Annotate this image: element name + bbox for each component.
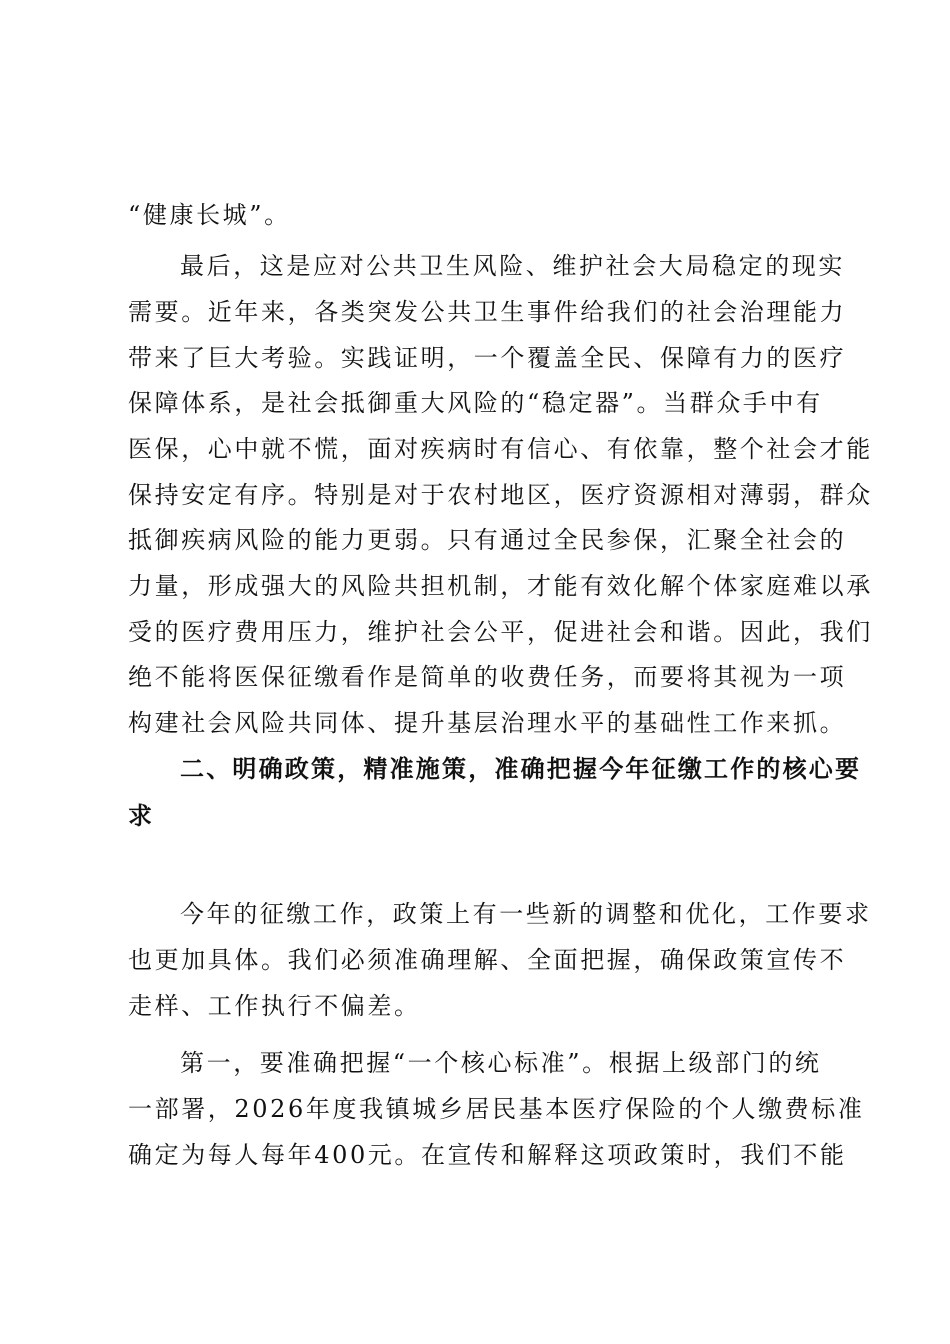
text-line: 走样、工作执行不偏差。 — [128, 992, 421, 1020]
text-line: 保持安定有序。特别是对于农村地区，医疗资源相对薄弱，群众 — [128, 481, 873, 509]
text-line: 受的医疗费用压力，维护社会公平，促进社会和谐。因此，我们 — [128, 618, 873, 646]
text-line: 需要。近年来，各类突发公共卫生事件给我们的社会治理能力 — [128, 298, 847, 326]
text-line: 一部署，2026年度我镇城乡居民基本医疗保险的个人缴费标准 — [128, 1095, 865, 1123]
section-heading-continued: 求 — [128, 801, 155, 830]
text-line: 构建社会风险共同体、提升基层治理水平的基础性工作来抓。 — [128, 709, 847, 737]
text-line: 带来了巨大考验。实践证明，一个覆盖全民、保障有力的医疗 — [128, 344, 847, 372]
text-line: 抵御疾病风险的能力更弱。只有通过全民参保，汇聚全社会的 — [128, 526, 847, 554]
paragraph-first-line: 第一，要准确把握“一个核心标准”。根据上级部门的统 — [180, 1049, 822, 1077]
text-line: 绝不能将医保征缴看作是简单的收费任务，而要将其视为一项 — [128, 663, 847, 691]
text-line: 也更加具体。我们必须准确理解、全面把握，确保政策宣传不 — [128, 946, 847, 974]
text-line: 确定为每人每年400元。在宣传和解释这项政策时，我们不能 — [128, 1141, 847, 1169]
paragraph-first-line: 最后，这是应对公共卫生风险、维护社会大局稳定的现实 — [180, 252, 845, 280]
text-line: 力量，形成强大的风险共担机制，才能有效化解个体家庭难以承 — [128, 572, 873, 600]
section-heading: 二、明确政策，精准施策，准确把握今年征缴工作的核心要 — [180, 754, 862, 783]
text-line: “健康长城”。 — [128, 201, 291, 229]
paragraph-first-line: 今年的征缴工作，政策上有一些新的调整和优化，工作要求 — [180, 900, 872, 928]
text-line: 医保，心中就不慌，面对疾病时有信心、有依靠，整个社会才能 — [128, 435, 873, 463]
text-line: 保障体系，是社会抵御重大风险的“稳定器”。当群众手中有 — [128, 389, 823, 417]
